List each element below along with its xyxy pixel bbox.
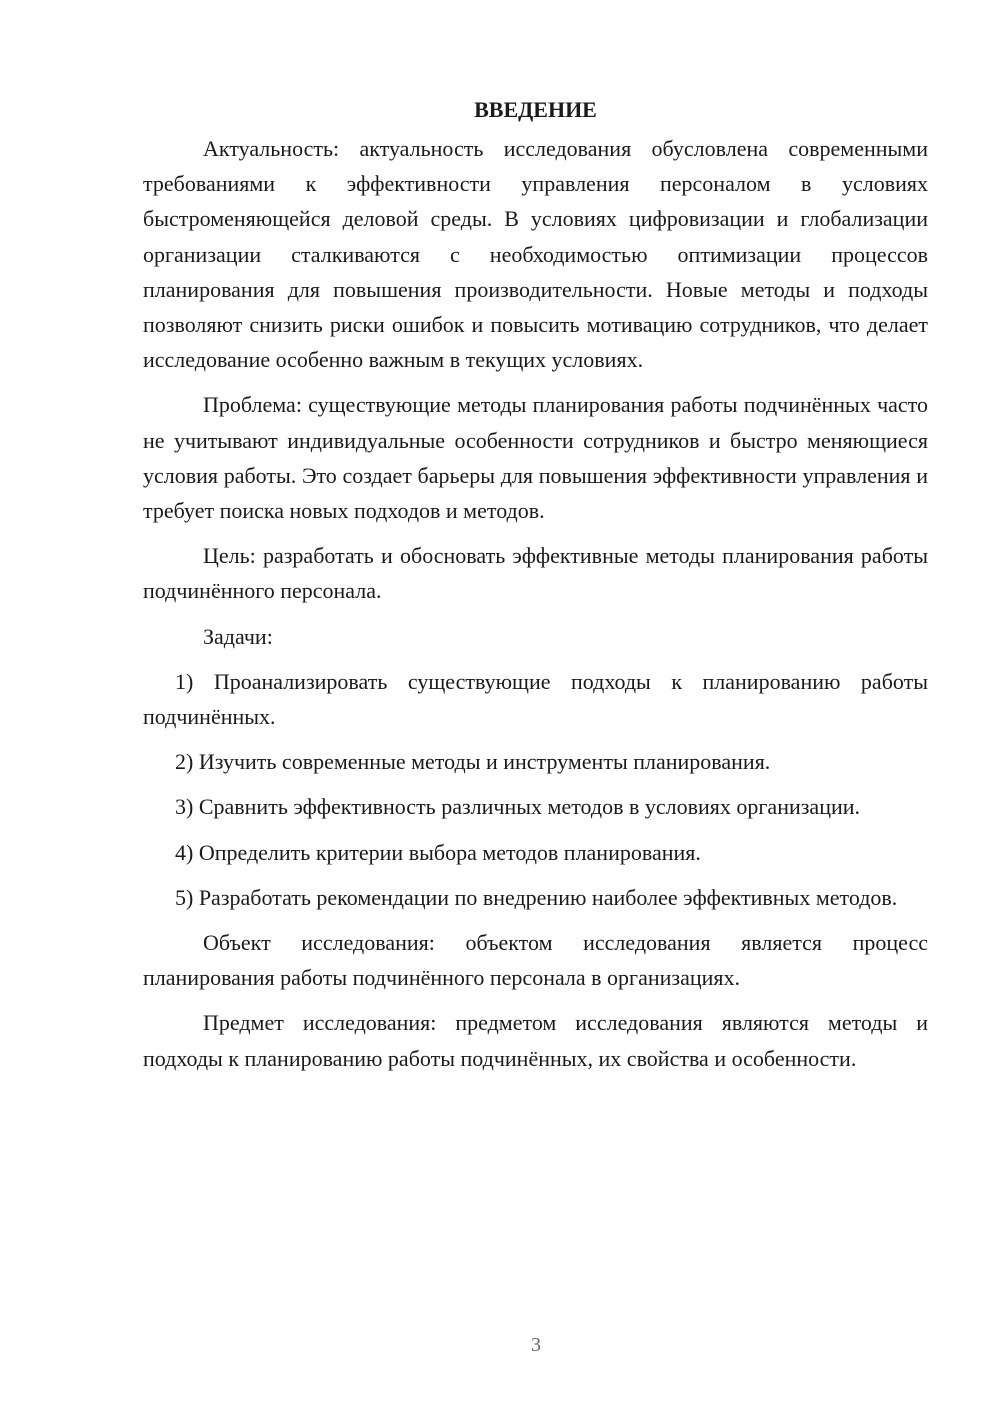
task-item-2: 2) Изучить современные методы и инструменты планирования.: [175, 749, 771, 775]
tasks-heading: Задачи:: [203, 623, 273, 649]
document-page: [143, 92, 928, 1086]
page-title: ВВЕДЕНИЕ: [474, 97, 597, 122]
relevance-paragraph: Актуальность: актуальность исследования обусловлена современными требованиями к эффективности управления персоналом в условиях быстроменяющейся деловой среды. В условиях цифровизации и глобализации организации сталкиваются с необходимостью оптимизации процессов планирования для повышения производительности. Новые методы и подходы позволяют снизить риски ошибок и повысить мотивацию сотрудников, что делает исследование особенно важным в текущих условиях.: [143, 136, 928, 373]
object-paragraph: Объект исследования: объектом исследования является процесс планирования работы подчинённого персонала в организациях.: [143, 930, 928, 991]
page-number: 3: [531, 1334, 541, 1356]
task-item-1: 1) Проанализировать существующие подходы к планированию работы подчинённых.: [143, 668, 928, 730]
goal-paragraph: Цель: разработать и обосновать эффективные методы планирования работы подчинённого персонала.: [143, 543, 928, 604]
task-item-5: 5) Разработать рекомендации по внедрению наиболее эффективных методов.: [175, 884, 898, 910]
subject-paragraph: Предмет исследования: предметом исследования являются методы и подходы к планированию работы подчинённых, их свойства и особенности.: [143, 1010, 928, 1071]
problem-paragraph: Проблема: существующие методы планирования работы подчинённых часто не учитывают индивидуальные особенности сотрудников и быстро меняющиеся условия работы. Это создает барьеры для повышения эффективности управления и требует поиска новых подходов и методов.: [143, 392, 928, 524]
task-item-4: 4) Определить критерии выбора методов планирования.: [175, 839, 701, 865]
task-item-3: 3) Сравнить эффективность различных методов в условиях организации.: [175, 794, 861, 820]
